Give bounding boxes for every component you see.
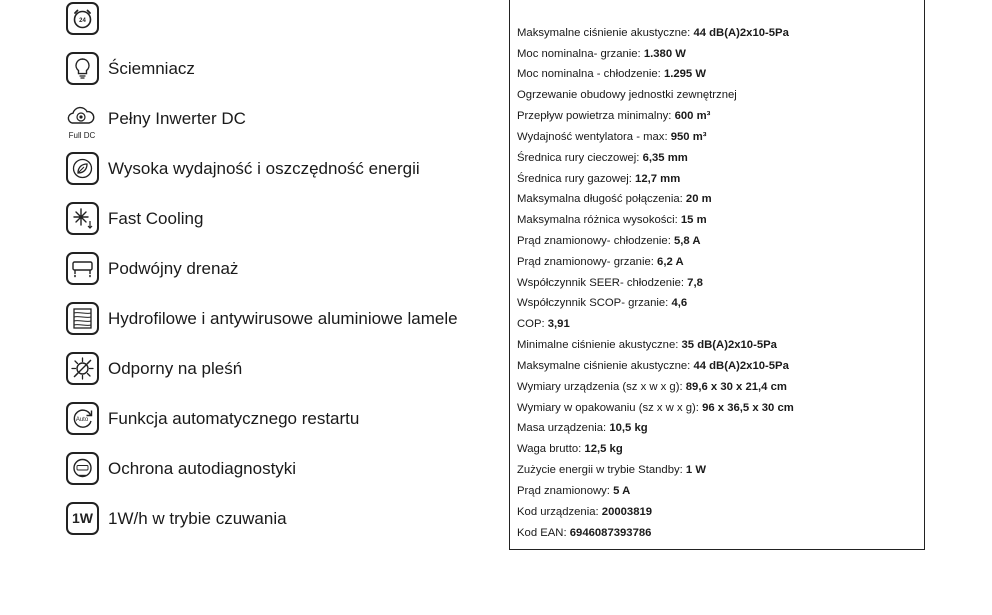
feature-item [66, 252, 496, 292]
spec-row: Moc nominalna - chłodzenie: 1.295 W [517, 68, 707, 80]
feature-label: Wysoka wydajność i oszczędność energii [108, 159, 420, 178]
spec-row: Maksymalna długość połączenia: 20 m [517, 193, 712, 205]
spec-row: Prąd znamionowy- chłodzenie: 5,8 A [517, 235, 701, 247]
spec-row: Kod urządzenia: 20003819 [517, 506, 653, 518]
feature-item [66, 402, 496, 442]
feature-item [66, 302, 496, 342]
fins-icon [66, 302, 99, 335]
spec-row: Moc nominalna- grzanie: 1.380 W [517, 48, 686, 60]
spec-row: Kod EAN: 6946087393786 [517, 527, 652, 539]
spec-row: Współczynnik SEER- chłodzenie: 7,8 [517, 277, 703, 289]
spec-row: Prąd znamionowy- grzanie: 6,2 A [517, 256, 684, 268]
feature-label: Fast Cooling [108, 209, 204, 228]
feature-item [66, 102, 496, 142]
feature-item [66, 2, 496, 42]
spec-row: Współczynnik SCOP- grzanie: 4,6 [517, 297, 688, 309]
feature-item [66, 502, 496, 542]
feature-item [66, 152, 496, 192]
spec-row: Maksymalne ciśnienie akustyczne: 44 dB(A)2x10-5Pa [517, 27, 789, 39]
spec-row: Zużycie energii w trybie Standby: 1 W [517, 464, 706, 476]
feature-label: Hydrofilowe i antywirusowe aluminiowe lamele [108, 309, 458, 328]
feature-label: Ściemniacz [108, 59, 195, 78]
feature-label: 1W/h w trybie czuwania [108, 509, 287, 528]
energy-saving-icon [66, 152, 99, 185]
alarm-clock-icon [66, 2, 99, 35]
spec-row: Wymiary w opakowaniu (sz x w x g): 96 x 36,5 x 30 cm [517, 402, 794, 414]
self-diagnosis-icon [66, 452, 99, 485]
feature-item [66, 352, 496, 392]
svg-text:Auto: Auto [75, 417, 89, 423]
fast-cooling-snowflake-icon [66, 202, 99, 235]
svg-text:24: 24 [79, 18, 86, 24]
spec-row: Wydajność wentylatora - max: 950 m³ [517, 131, 707, 143]
double-drain-icon [66, 252, 99, 285]
feature-item [66, 202, 496, 242]
spec-row: Średnica rury gazowej: 12,7 mm [517, 173, 681, 185]
spec-row: Przepływ powietrza minimalny: 600 m³ [517, 110, 711, 122]
spec-row: Maksymalna różnica wysokości: 15 m [517, 214, 707, 226]
feature-label: Podwójny drenaż [108, 259, 239, 278]
spec-row: Maksymalne ciśnienie akustyczne: 44 dB(A)2x10-5Pa [517, 360, 789, 372]
feature-label: Pełny Inwerter DC [108, 109, 246, 128]
spec-row: Prąd znamionowy: 5 A [517, 485, 631, 497]
full-dc-inverter-icon [66, 102, 99, 140]
spec-row: Masa urządzenia: 10,5 kg [517, 422, 648, 434]
feature-label: Odporny na pleśń [108, 359, 243, 378]
spec-row: Średnica rury cieczowej: 6,35 mm [517, 152, 688, 164]
feature-label: Funkcja automatycznego restartu [108, 409, 360, 428]
spec-row: Minimalne ciśnienie akustyczne: 35 dB(A)2x10-5Pa [517, 339, 777, 351]
feature-item [66, 52, 496, 92]
spec-row: Waga brutto: 12,5 kg [517, 443, 623, 455]
feature-item [66, 452, 496, 492]
spec-row: COP: 3,91 [517, 318, 570, 330]
spec-table [509, 0, 925, 550]
spec-row: Ogrzewanie obudowy jednostki zewnętrznej [517, 89, 737, 101]
mold-resistant-icon [66, 352, 99, 385]
feature-label: Ochrona autodiagnostyki [108, 459, 297, 478]
one-watt-badge: 1W [72, 510, 93, 526]
spec-row: Wymiary urządzenia (sz x w x g): 89,6 x 30 x 21,4 cm [517, 381, 787, 393]
light-bulb-icon [66, 52, 99, 85]
auto-restart-icon [66, 402, 99, 435]
icon-caption: Full DC [68, 131, 96, 140]
one-watt-icon [66, 502, 99, 535]
